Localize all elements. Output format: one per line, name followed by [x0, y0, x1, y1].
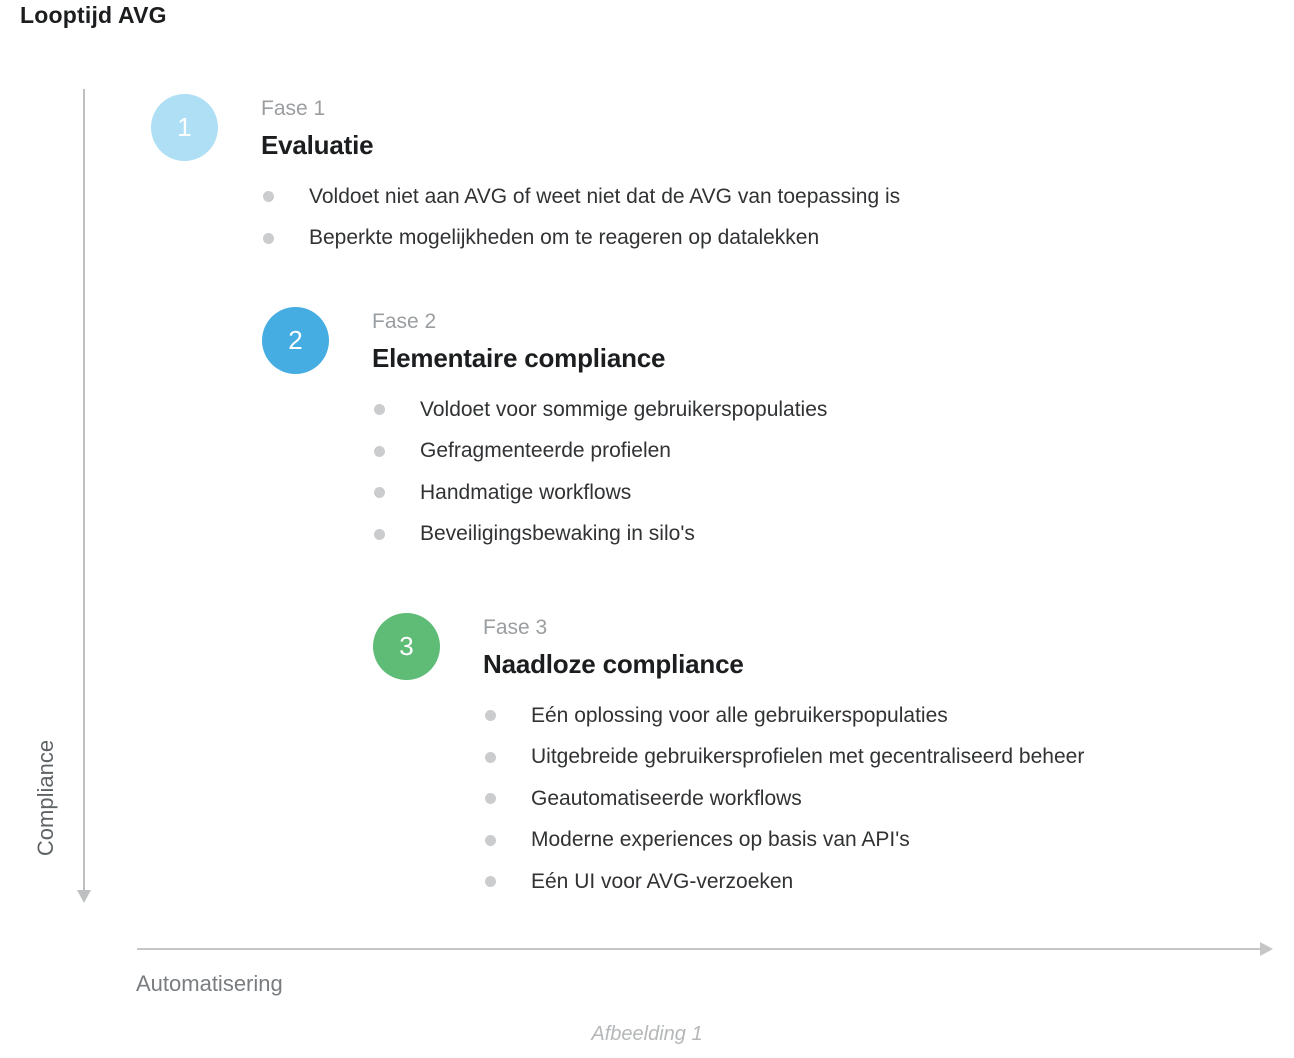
bullet-dot-icon [485, 876, 496, 887]
x-axis-line [137, 948, 1260, 950]
bullet-item [261, 176, 900, 218]
bullet-text: Gefragmenteerde profielen [420, 439, 671, 463]
phase-number: 1 [177, 112, 192, 142]
bullet-item [483, 695, 1084, 737]
phase-bullet-list [261, 176, 900, 259]
figure-caption: Afbeelding 1 [591, 1023, 703, 1045]
bullet-text: Beveiligingsbewaking in silo's [420, 522, 695, 546]
bullet-item [483, 737, 1084, 779]
phase-title: Elementaire compliance [372, 343, 666, 373]
bullet-text: Voldoet voor sommige gebruikerspopulaties [420, 397, 828, 421]
phase-header [372, 308, 665, 374]
bullet-text: Geautomatiseerde workflows [531, 786, 802, 810]
x-axis-arrowhead-icon [1260, 942, 1273, 956]
bullet-text: Eén oplossing voor alle gebruikerspopulaties [531, 703, 948, 727]
bullet-item [483, 820, 1084, 862]
bullet-text: Uitgebreide gebruikersprofielen met gecentraliseerd beheer [531, 745, 1085, 769]
bullet-item [483, 861, 1084, 903]
bullet-dot-icon [485, 752, 496, 763]
bullet-dot-icon [485, 835, 496, 846]
x-axis-label: Automatisering [136, 971, 283, 996]
bullet-dot-icon [263, 191, 274, 202]
bullet-item [483, 778, 1084, 820]
phase-title: Evaluatie [261, 130, 374, 160]
y-axis-line [83, 89, 85, 890]
phase-label: Fase 2 [372, 310, 437, 333]
y-axis-arrowhead-icon [77, 890, 91, 903]
y-axis-label: Compliance [33, 739, 58, 857]
bullet-dot-icon [374, 404, 385, 415]
phase-number-badge [262, 307, 329, 374]
bullet-item [372, 431, 827, 473]
bullet-dot-icon [374, 487, 385, 498]
phase-label: Fase 3 [483, 616, 548, 639]
bullet-dot-icon [485, 793, 496, 804]
bullet-text: Moderne experiences op basis van API's [531, 828, 910, 852]
bullet-item [372, 472, 827, 514]
bullet-text: Handmatige workflows [420, 480, 632, 504]
bullet-text: Beperkte mogelijkheden om te reageren op datalekken [309, 226, 820, 250]
bullet-dot-icon [374, 529, 385, 540]
bullet-text: Voldoet niet aan AVG of weet niet dat de AVG van toepassing is [309, 184, 901, 208]
phase-bullet-list [483, 695, 1084, 903]
bullet-item [261, 218, 900, 260]
phase-bullet-list [372, 389, 827, 555]
bullet-item [372, 514, 827, 556]
phase-number: 2 [288, 325, 303, 355]
phase-header [483, 614, 744, 680]
bullet-text: Eén UI voor AVG-verzoeken [531, 869, 794, 893]
bullet-item [372, 389, 827, 431]
phase-number-badge [151, 94, 218, 161]
phase-number: 3 [399, 631, 414, 661]
phase-number-badge [373, 613, 440, 680]
phase-label: Fase 1 [261, 97, 326, 120]
figure-title: Looptijd AVG [20, 2, 167, 28]
phase-header [261, 95, 373, 161]
bullet-dot-icon [263, 233, 274, 244]
phase-title: Naadloze compliance [483, 649, 744, 679]
bullet-dot-icon [485, 710, 496, 721]
bullet-dot-icon [374, 446, 385, 457]
